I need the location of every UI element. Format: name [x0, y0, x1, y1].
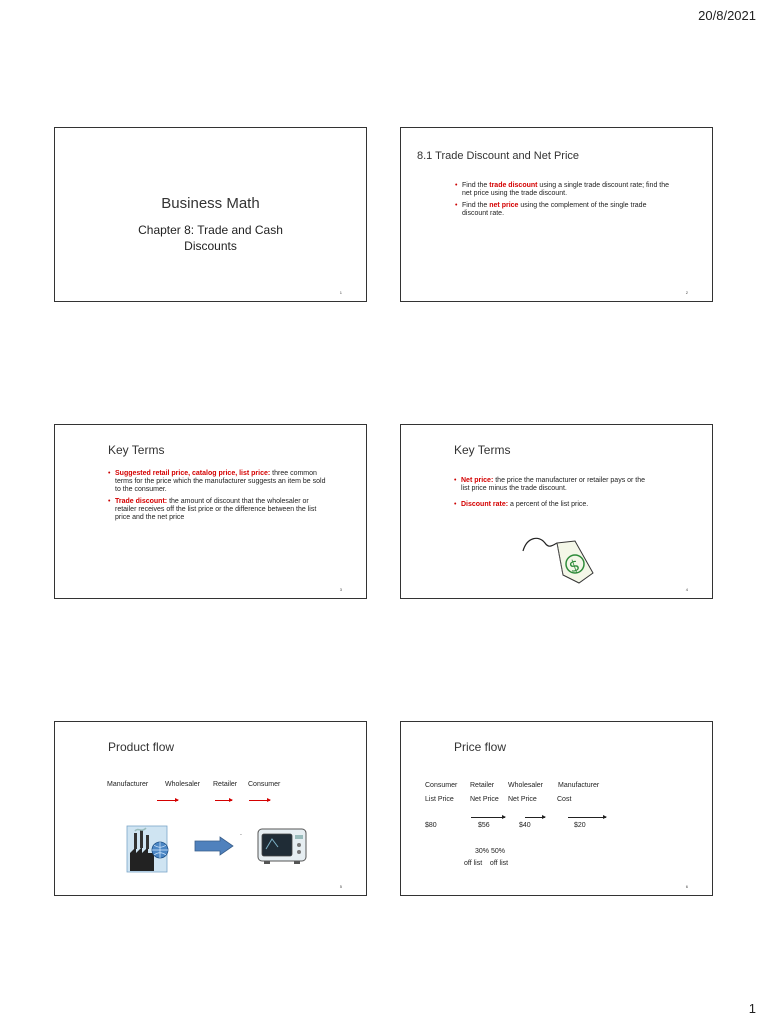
bullet-item: • Find the net price using the complement of the single trade discount rate. — [455, 202, 670, 218]
role-retailer: Retailer — [470, 782, 495, 789]
globe-icon — [151, 841, 169, 859]
bullet-list — [455, 182, 670, 222]
price-retailer: $56 — [478, 822, 490, 829]
slide-1 — [54, 127, 367, 302]
slide-title: 8.1 Trade Discount and Net Price — [417, 150, 580, 162]
role-consumer: Consumer — [425, 782, 458, 789]
bullet-item: • Discount rate: a percent of the list price. — [454, 501, 654, 509]
bullet-item: • Net price: the price the manufacturer or retailer pays or the list price minus the trade discount. — [454, 477, 654, 493]
discount-percents: 30% 50% — [475, 848, 505, 855]
subtitle-line-2: Discounts — [184, 239, 237, 253]
slide-title: Price flow — [454, 740, 507, 754]
slide-title: Business Math — [161, 195, 260, 212]
slide-3 — [54, 424, 367, 599]
decorative-dot: . — [240, 830, 242, 837]
label-list-price: List Price — [425, 796, 454, 803]
slide-title: Product flow — [108, 740, 175, 754]
bullet-list — [454, 477, 654, 513]
page-date: 20/8/2021 — [698, 8, 756, 23]
discount-off-list: off list off list — [464, 860, 509, 867]
key-term: net price — [489, 202, 519, 209]
slide-number: 3 — [339, 587, 342, 592]
flow-arrow — [215, 800, 232, 801]
key-term: trade discount — [489, 182, 538, 189]
label-net-price-retailer: Net Price — [470, 796, 499, 803]
bullet-item: • Find the trade discount using a single trade discount rate; find the net price using the trade discount. — [455, 182, 670, 198]
key-term: Discount rate: — [461, 501, 509, 508]
price-arrow — [471, 817, 505, 818]
bullet-list — [108, 470, 328, 526]
bullet-item: • Suggested retail price, catalog price, list price: three common terms for the price which the manufacturer suggests an item be sold to the consumer. — [108, 470, 328, 494]
svg-text:$: $ — [566, 555, 583, 577]
price-wholesaler: $40 — [519, 822, 531, 829]
money-bag-icon — [517, 531, 597, 591]
price-arrow — [568, 817, 606, 818]
slide-5 — [54, 721, 367, 896]
price-list: $80 — [425, 822, 437, 829]
key-term: Trade discount: — [115, 498, 168, 505]
price-arrow — [525, 817, 545, 818]
flow-consumer: Consumer — [248, 781, 281, 788]
slide-number: 6 — [685, 884, 688, 889]
slide-4 — [400, 424, 713, 599]
role-wholesaler: Wholesaler — [508, 782, 544, 789]
flow-retailer: Retailer — [213, 781, 238, 788]
slide-subtitle — [55, 222, 366, 254]
slide-2 — [400, 127, 713, 302]
slide-title: Key Terms — [108, 443, 165, 457]
flow-arrow — [249, 800, 270, 801]
label-net-price-wholesaler: Net Price — [508, 796, 537, 803]
slide-number: 5 — [339, 884, 342, 889]
label-cost: Cost — [557, 796, 572, 803]
slide-title: Key Terms — [454, 443, 511, 457]
key-term: Suggested retail price, catalog price, list price: — [115, 470, 271, 477]
price-cost: $20 — [574, 822, 586, 829]
slide-number: 1 — [339, 290, 342, 295]
key-term: Net price: — [461, 477, 494, 484]
bullet-item: • Trade discount: the amount of discount that the wholesaler or retailer receives off the list price or the difference between the list price and the net price — [108, 498, 328, 522]
microwave-icon — [256, 827, 308, 865]
slide-number: 2 — [685, 290, 688, 295]
flow-wholesaler: Wholesaler — [165, 781, 201, 788]
slide-number: 4 — [685, 587, 688, 592]
subtitle-line-1: Chapter 8: Trade and Cash — [138, 223, 283, 237]
slide-6 — [400, 721, 713, 896]
flow-manufacturer: Manufacturer — [107, 781, 149, 788]
role-manufacturer: Manufacturer — [558, 782, 600, 789]
flow-arrow — [157, 800, 178, 801]
right-arrow-icon — [194, 836, 234, 856]
page-number: 1 — [748, 1001, 756, 1016]
